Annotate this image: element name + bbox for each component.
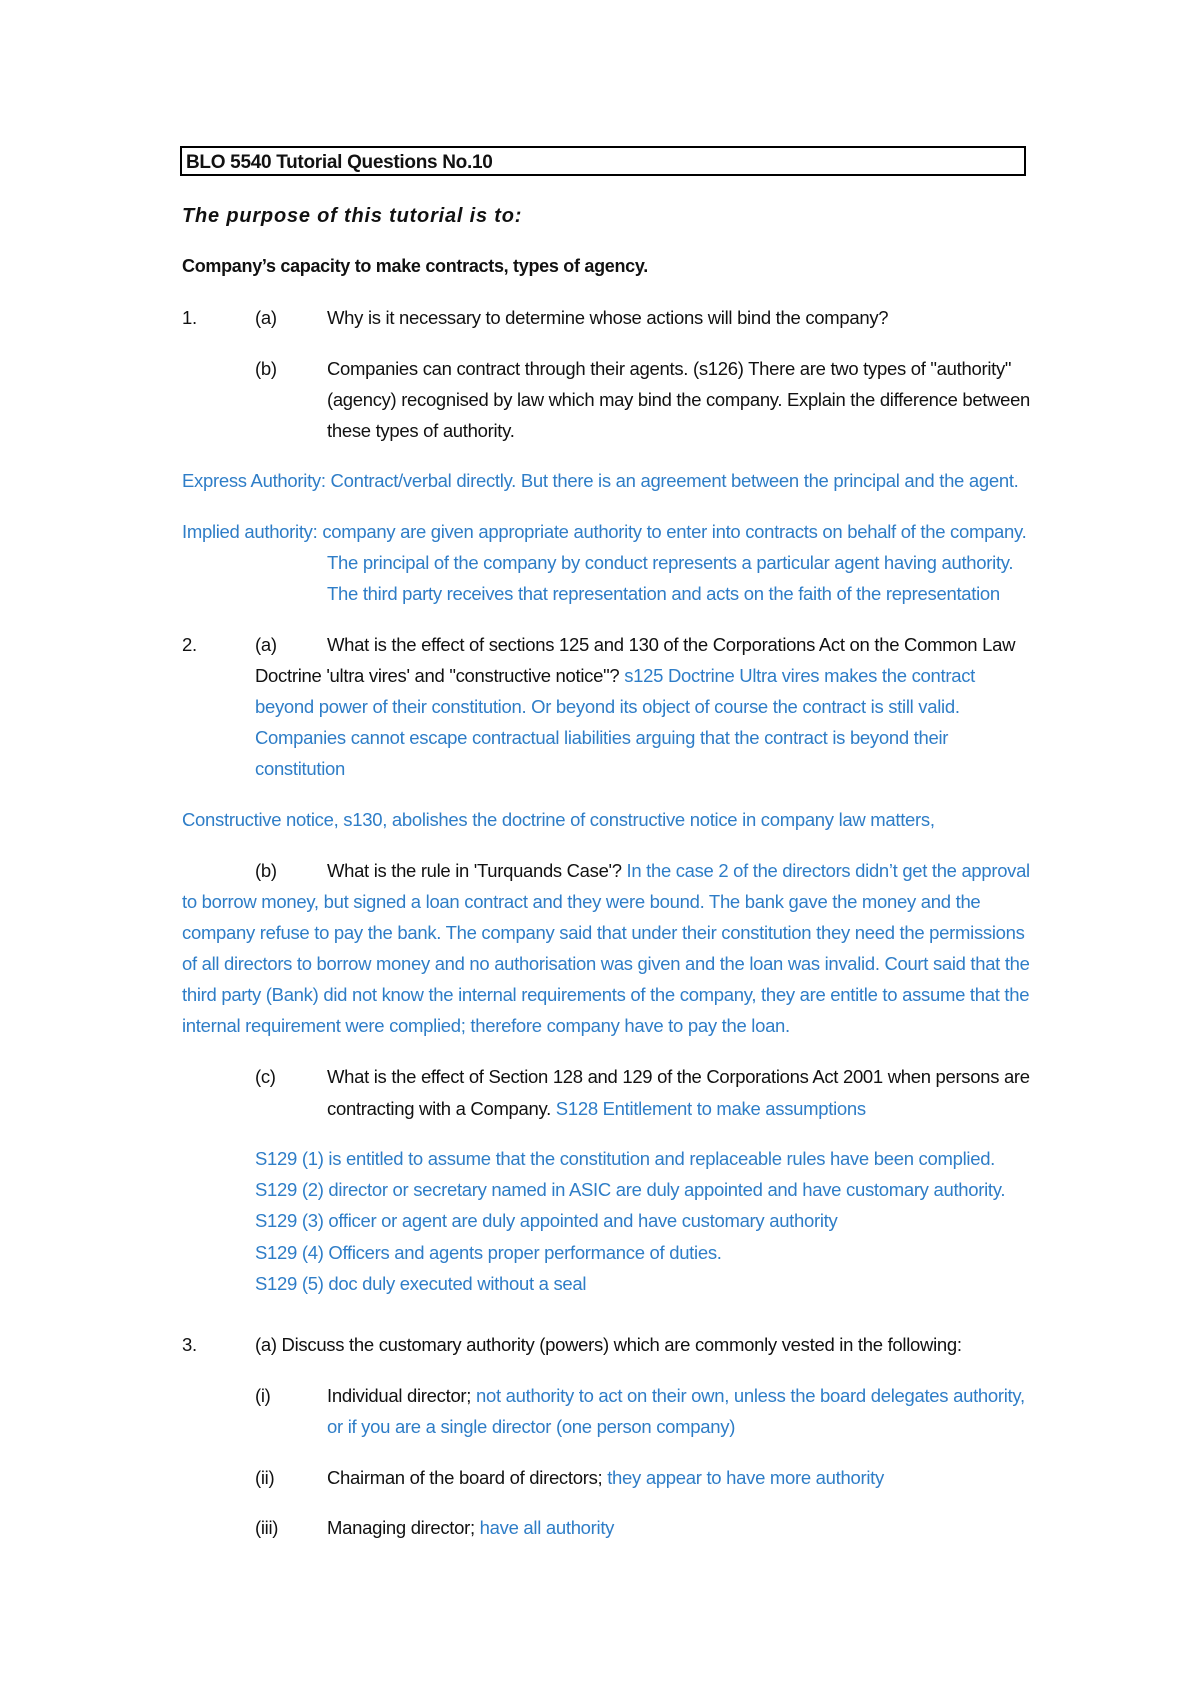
q3i-line1 (327, 1385, 1025, 1407)
q2b-label: (b) (255, 860, 277, 881)
implied-authority-answer: The principal of the company by conduct represents a particular agent having authority. (327, 552, 1014, 573)
s129-item: S129 (2) director or secretary named in ASIC are duly appointed and have customary authority. (255, 1179, 1006, 1200)
q2b-answer: of all directors to borrow money and no authorisation was given and the loan was invalid. Court said that the (182, 953, 1030, 974)
q2-number: 2. (182, 634, 197, 655)
q3-intro: (a) Discuss the customary authority (powers) which are commonly vested in the following: (255, 1334, 962, 1355)
q3i-question: Individual director; (327, 1385, 472, 1406)
q2a-answer-start: s125 Doctrine Ultra vires makes the contract (624, 665, 975, 686)
subheading: Company’s capacity to make contracts, types of agency. (182, 256, 648, 276)
q3iii-answer: have all authority (479, 1517, 615, 1538)
q2b-answer: internal requirement were complied; therefore company have to pay the loan. (182, 1015, 790, 1036)
q3i-label: (i) (255, 1385, 271, 1406)
q2a-label: (a) (255, 634, 277, 655)
q3ii-label: (ii) (255, 1467, 275, 1488)
q2a-answer: beyond power of their constitution. Or beyond its object of course the contract is still valid. (255, 696, 960, 717)
q2c-question: What is the effect of Section 128 and 129 of the Corporations Act 2001 when persons are (327, 1066, 1030, 1087)
q2c-answer-start: S128 Entitlement to make assumptions (555, 1098, 866, 1119)
constructive-notice-answer: Constructive notice, s130, abolishes the doctrine of constructive notice in company law matters, (182, 809, 935, 830)
q2b-answer: to borrow money, but signed a loan contract and they were bound. The bank gave the money and the (182, 891, 981, 912)
q2a-question-text: Doctrine 'ultra vires' and "constructive notice"? (255, 665, 620, 686)
q2b-answer: third party (Bank) did not know the internal requirements of the company, they are entitle to assume that the (182, 984, 1030, 1005)
q2b-line1 (327, 860, 1030, 882)
q2b-question: What is the rule in 'Turquands Case'? (327, 860, 622, 881)
q2a-answer: Companies cannot escape contractual liabilities arguing that the contract is beyond their (255, 727, 949, 748)
implied-authority-answer: Implied authority: company are given appropriate authority to enter into contracts on behalf of the company. (182, 521, 1027, 542)
q1-number: 1. (182, 307, 197, 328)
q3-number: 3. (182, 1334, 197, 1355)
q3ii-line (327, 1467, 884, 1489)
q2c-line2 (327, 1098, 866, 1120)
s129-item: S129 (1) is entitled to assume that the constitution and replaceable rules have been complied. (255, 1148, 996, 1169)
s129-item: S129 (5) doc duly executed without a seal (255, 1273, 587, 1294)
purpose-heading: The purpose of this tutorial is to: (182, 205, 523, 227)
q2b-answer: company refuse to pay the bank. The company said that under their constitution they need the permissions (182, 922, 1025, 943)
implied-authority-answer: The third party receives that representation and acts on the faith of the representation (327, 583, 1000, 604)
q1b-line: these types of authority. (327, 420, 515, 441)
q2c-question-text: contracting with a Company. (327, 1098, 551, 1119)
q3i-answer-line2: or if you are a single director (one person company) (327, 1416, 736, 1437)
q3ii-answer: they appear to have more authority (607, 1467, 884, 1488)
q3ii-question: Chairman of the board of directors; (327, 1467, 603, 1488)
q1b-label: (b) (255, 358, 277, 379)
q2a-question: What is the effect of sections 125 and 130 of the Corporations Act on the Common Law (327, 634, 1016, 655)
q3i-answer: not authority to act on their own, unless the board delegates authority, (475, 1385, 1025, 1406)
q1a-label: (a) (255, 307, 277, 328)
s129-item: S129 (4) Officers and agents proper performance of duties. (255, 1242, 722, 1263)
q2a-question-line2 (255, 665, 975, 687)
document-title: BLO 5540 Tutorial Questions No.10 (186, 152, 493, 173)
title-box (180, 146, 1026, 176)
q1b-line: Companies can contract through their agents. (s126) There are two types of "authority" (327, 358, 1012, 379)
q2a-answer: constitution (255, 758, 345, 779)
q2b-answer-start: In the case 2 of the directors didn’t get the approval (626, 860, 1030, 881)
q3iii-label: (iii) (255, 1517, 279, 1538)
q3iii-line (327, 1517, 614, 1539)
express-authority-answer: Express Authority: Contract/verbal directly. But there is an agreement between the principal and the agent. (182, 470, 1019, 491)
q1a-text: Why is it necessary to determine whose actions will bind the company? (327, 307, 889, 328)
q2c-label: (c) (255, 1066, 276, 1087)
q3iii-question: Managing director; (327, 1517, 475, 1538)
s129-item: S129 (3) officer or agent are duly appointed and have customary authority (255, 1210, 838, 1231)
q1b-line: (agency) recognised by law which may bind the company. Explain the difference between (327, 389, 1031, 410)
